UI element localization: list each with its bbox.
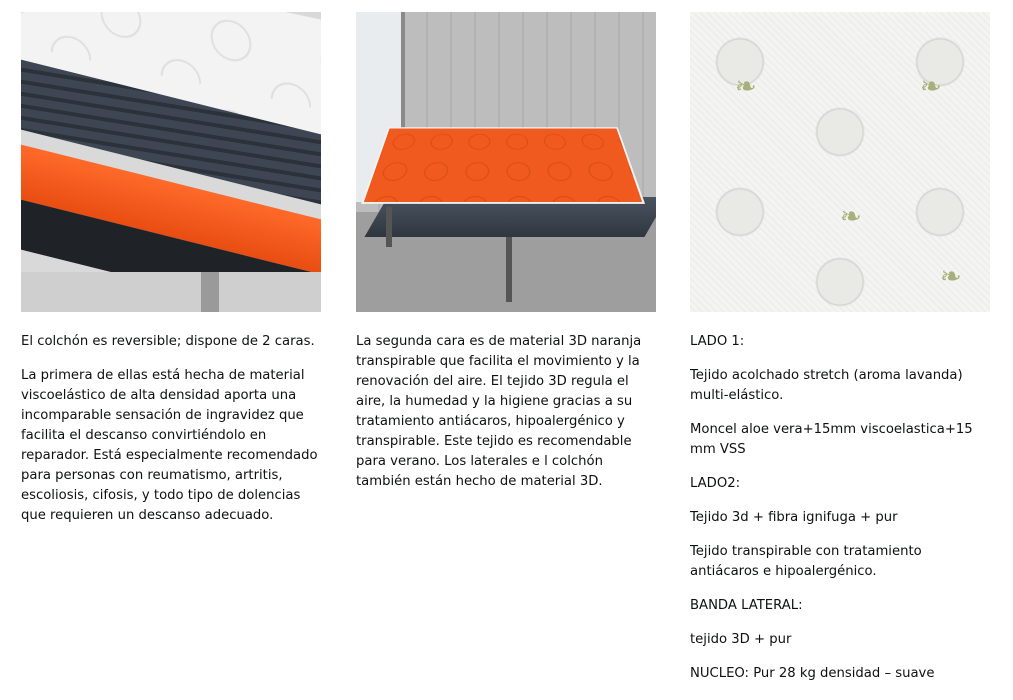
spec-line: Moncel aloe vera+15mm viscoelastica+15 mm VSS: [690, 422, 973, 457]
spec-heading: BANDA LATERAL:: [690, 598, 803, 613]
spec-line: NUCLEO: Pur 28 kg densidad – suave: [690, 666, 935, 681]
spec-heading: LADO2:: [690, 476, 741, 491]
product-column-3: [690, 12, 990, 698]
bedroom-mattress-image: [356, 12, 656, 312]
column-3-text: [690, 332, 990, 684]
column-2-text: [356, 332, 656, 492]
product-column-1: [21, 12, 321, 540]
paragraph: El colchón es reversible; dispone de 2 caras.: [21, 334, 315, 349]
spec-line: tejido 3D + pur: [690, 632, 792, 647]
paragraph: La primera de ellas está hecha de material viscoelástico de alta densidad aporta una incomparable sensación de ingravidez que facilita el descanso convirtiéndolo en reparador. Está especialmente recomendado para personas con reumatismo, artritis, escoliosis, cifosis, y todo tipo de dolencias que requieren un descanso adecuado.: [21, 368, 318, 523]
product-column-2: [356, 12, 656, 506]
spec-line: Tejido transpirable con tratamiento antiácaros e hipoalergénico.: [690, 544, 922, 579]
spec-line: Tejido acolchado stretch (aroma lavanda) multi-elástico.: [690, 368, 963, 403]
mattress-corner-image: [21, 12, 321, 312]
paragraph: La segunda cara es de material 3D naranja transpirable que facilita el movimiento y la renovación del aire. El tejido 3D regula el aire, la humedad y la higiene gracias a su tratamiento antiácaros, hipoalergénico y transpirable. Este tejido es recomendable para verano. Los laterales e l colchón también están hecho de material 3D.: [356, 334, 642, 489]
spec-heading: LADO 1:: [690, 334, 745, 349]
spec-line: Tejido 3d + fibra ignifuga + pur: [690, 510, 898, 525]
quilted-fabric-image: ❧ ❧ ❧ ❧: [690, 12, 990, 312]
column-1-text: [21, 332, 321, 526]
